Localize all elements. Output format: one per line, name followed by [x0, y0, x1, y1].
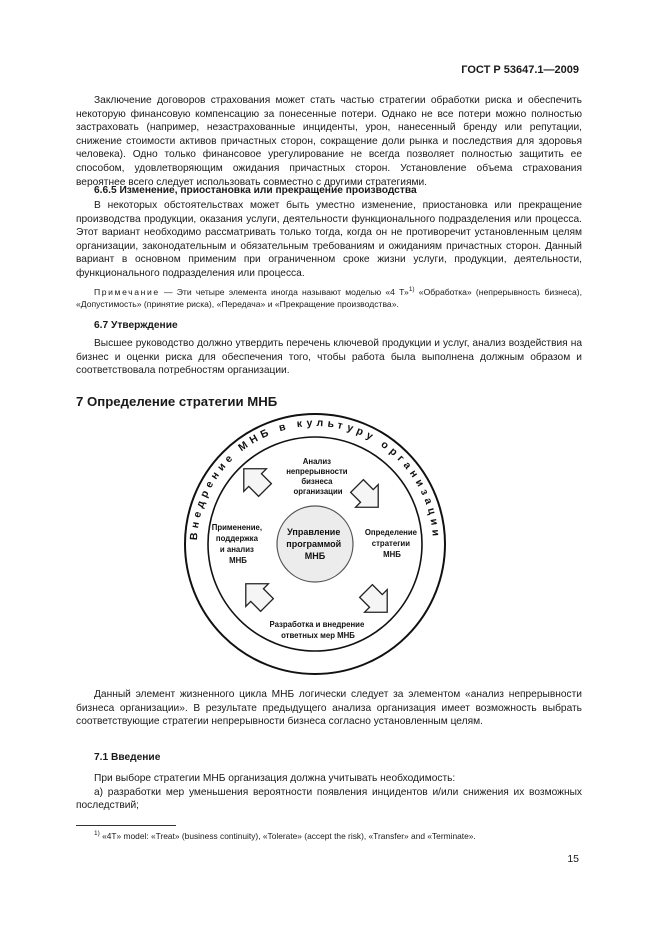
document-header: ГОСТ Р 53647.1—2009 [461, 64, 579, 76]
note-text-after: «Обработка» (непрерывность бизнеса), «Допустимость» (принятие риска), «Передача» и «Прекращение производства». [76, 287, 582, 309]
insurance-text: Заключение договоров страхования может стать частью стратегии обработки риска и обеспечить некоторую финансовую компенсацию за понесенные потери. Однако не все потери можно полностью застраховать (например, незастрахованные инциденты, урон, нанесенный бренду или репутации, снижение стоимости активов причастных сторон, сокращение доли рынка и последствия для здоровья человека). Одно только финансовое урегулирование не всегда позволяет полностью защитить ее способом, удовлетворяющим ожидания причастных сторон. Установление объема страхования вероятнее всего следует использовать совместно с другими стратегиями. [76, 95, 582, 188]
arrow-top-left-icon [232, 457, 276, 501]
section-67-heading: 6.7 Утверждение [94, 320, 178, 331]
section-71-paragraph [76, 772, 582, 813]
section-7-heading: 7 Определение стратегии МНБ [76, 394, 278, 409]
arrow-top-right-icon [346, 475, 390, 519]
footnote-marker: 1) [94, 830, 100, 838]
bottom-element-label: Разработка и внедрение ответных мер МНБ [269, 620, 365, 640]
bcm-lifecycle-diagram [170, 408, 460, 678]
after-diagram-text: Данный элемент жизненного цикла МНБ логически следует за элементом «анализ непрерывности бизнеса организации». В результате предыдущего анализа организация имеет возможность выбрать соответствующие стратегии непрерывности бизнеса согласно установленным целям. [76, 689, 582, 728]
right-element-label: Определение стратегии МНБ [364, 528, 418, 559]
outer-ring-text: Внедрение МНБ в культуру организации [187, 416, 443, 541]
section-665-text: В некоторых обстоятельствах может быть уместно изменение, приостановка или прекращение производства продукции, оказания услуги, деятельности функционального подразделения или процесса. Этот вариант необходимо рассматривать только тогда, когда он не противоречит установленным целям организации, законодательным и обязательным требованиям и ожиданиям причастных сторон. Данный вариант в основном применим при ограниченном сроке жизни услуги, продукции, деятельности, функционального подразделения или процесса. [76, 200, 582, 279]
note-text-before: — Эти четыре элемента иногда называют моделью «4 Т» [159, 287, 409, 297]
after-diagram-paragraph [76, 688, 582, 729]
note-footnote-ref: 1) [408, 286, 415, 294]
left-element-label: Применение, поддержка и анализ МНБ [211, 523, 263, 565]
section-67-paragraph [76, 337, 582, 378]
center-label: Управление программой МНБ [286, 527, 342, 561]
insurance-paragraph [76, 94, 582, 189]
section-71-text-2: а) разработки мер уменьшения вероятности появления инцидентов и/или снижения их возможных последствий; [76, 786, 582, 812]
arrow-bottom-left-icon [234, 572, 278, 616]
section-665-heading: 6.6.5 Изменение, приостановка или прекращение производства [94, 185, 417, 196]
section-71-heading: 7.1 Введение [94, 752, 161, 763]
section-71-text-1: При выборе стратегии МНБ организация должна учитывать необходимость: [94, 773, 456, 784]
top-element-label: Анализ непрерывности бизнеса организации [286, 457, 348, 496]
section-665-paragraph [76, 199, 582, 281]
section-67-text: Высшее руководство должно утвердить перечень ключевой продукции и услуг, анализ воздействия на бизнес и оценки риска для обеспечения того, чтобы работа была выполнена должным образом и соответствовала потребностям организации. [76, 338, 582, 377]
footnote-text: «4T» model: «Treat» (business continuity), «Tolerate» (accept the risk), «Transfer» and «Terminate». [99, 831, 476, 841]
note-label: Примечание [94, 287, 160, 297]
footnote [94, 831, 476, 841]
note [76, 286, 582, 310]
page-number: 15 [567, 853, 579, 865]
footnote-divider [76, 825, 176, 826]
arrow-bottom-right-icon [355, 580, 399, 624]
